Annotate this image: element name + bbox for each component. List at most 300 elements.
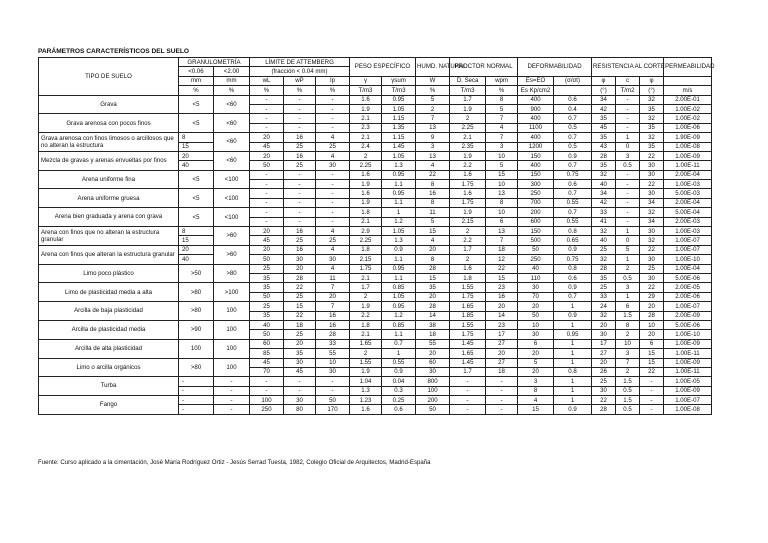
granulometry-006: >80	[179, 283, 214, 302]
header-r2-cell: Es=EO	[518, 76, 554, 85]
table-cell: -	[616, 104, 640, 113]
table-cell: -	[486, 396, 518, 405]
table-cell: 0.95	[382, 302, 416, 311]
table-cell: 1.55	[450, 320, 486, 329]
table-cell: 2.15	[350, 255, 382, 264]
table-cell: 35	[592, 273, 616, 282]
table-cell: 600	[518, 217, 554, 226]
table-cell: 32	[592, 311, 616, 320]
table-cell: 1.00E-09	[664, 339, 712, 348]
table-cell: -	[284, 180, 316, 189]
table-cell: 25	[250, 302, 284, 311]
table-cell: 2.1	[350, 133, 382, 142]
header-r3-cell	[554, 86, 592, 95]
table-cell: 1.00E-02	[664, 114, 712, 123]
table-cell: 1.15	[382, 133, 416, 142]
soil-type-name: Limo de plasticidad media a alta	[39, 283, 179, 302]
table-cell: 100	[250, 396, 284, 405]
table-cell: 0.55	[554, 198, 592, 207]
table-cell: 1.00E-07	[664, 302, 712, 311]
table-cell: 35	[592, 114, 616, 123]
table-cell: 20	[518, 367, 554, 376]
table-cell: 400	[518, 133, 554, 142]
header-r3-cell: T/m3	[450, 86, 486, 95]
table-cell: 110	[518, 273, 554, 282]
table-cell: -	[250, 123, 284, 132]
granulometry-200: <60	[214, 95, 250, 114]
table-cell: 22	[640, 151, 664, 160]
table-cell: 1.15	[382, 114, 416, 123]
table-cell: -	[316, 377, 350, 386]
table-cell: 30	[640, 273, 664, 282]
table-cell: 1.55	[350, 358, 382, 367]
table-cell: 55	[316, 349, 350, 358]
table-cell: 7	[616, 358, 640, 367]
table-cell: 1.75	[450, 198, 486, 207]
table-cell: 14	[486, 311, 518, 320]
granulometry-200: 100	[214, 302, 250, 321]
table-cell: 1.1	[382, 198, 416, 207]
table-cell: 1.45	[382, 142, 416, 151]
table-cell: 0.9	[554, 405, 592, 414]
table-cell: -	[616, 208, 640, 217]
table-cell: 4	[316, 133, 350, 142]
table-cell: -	[284, 217, 316, 226]
table-cell: 1.85	[450, 311, 486, 320]
table-cell: 1.1	[382, 330, 416, 339]
table-cell: 1.75	[450, 180, 486, 189]
table-row	[39, 95, 712, 104]
table-cell: 0	[616, 142, 640, 151]
granulometry-006: 40	[179, 255, 214, 264]
table-cell: 1	[554, 302, 592, 311]
table-cell: 6	[518, 339, 554, 348]
header-r3-cell: %	[179, 86, 214, 95]
table-cell: 1.9	[350, 302, 382, 311]
table-cell: 10	[486, 151, 518, 160]
table-cell: 1	[382, 349, 416, 358]
table-cell: 45	[250, 142, 284, 151]
table-cell: 20	[592, 358, 616, 367]
table-cell: 30	[592, 330, 616, 339]
table-cell: 50	[250, 255, 284, 264]
header-r3-cell: T/m3	[382, 86, 416, 95]
granulometry-006: <5	[179, 95, 214, 114]
table-cell: 1.00E-10	[664, 330, 712, 339]
table-cell: -	[284, 198, 316, 207]
table-cell: 18	[486, 245, 518, 254]
table-cell: 1.04	[350, 377, 382, 386]
table-cell: 0.85	[382, 320, 416, 329]
table-cell: 0.55	[382, 358, 416, 367]
table-cell: 1.00E-08	[664, 142, 712, 151]
table-cell: 170	[316, 405, 350, 414]
table-cell: 26	[592, 367, 616, 376]
table-cell: 20	[250, 151, 284, 160]
table-cell: -	[616, 180, 640, 189]
table-cell: 300	[518, 180, 554, 189]
table-cell: 1	[554, 386, 592, 395]
table-cell: -	[284, 208, 316, 217]
table-cell: 5.00E-03	[664, 189, 712, 198]
header-r3-cell: m/s	[664, 86, 712, 95]
table-cell: 1.05	[382, 151, 416, 160]
table-cell: -	[250, 104, 284, 113]
table-cell: 0.8	[554, 264, 592, 273]
table-cell: 250	[250, 405, 284, 414]
table-cell: 1.00E-03	[664, 227, 712, 236]
table-cell: 16	[284, 151, 316, 160]
table-cell: 1.00E-11	[664, 349, 712, 358]
table-cell: 400	[518, 114, 554, 123]
soil-type-name: Arena bien graduada y arena con grava	[39, 208, 179, 227]
table-row	[39, 264, 712, 273]
table-cell: 23	[486, 283, 518, 292]
table-cell: 20	[518, 302, 554, 311]
granulometry-006: <5	[179, 114, 214, 133]
table-cell: 0.6	[554, 95, 592, 104]
table-cell: 16	[316, 320, 350, 329]
table-cell: 42	[592, 198, 616, 207]
table-cell: 16	[284, 227, 316, 236]
table-cell: 2	[350, 151, 382, 160]
table-cell: -	[316, 386, 350, 395]
table-cell: 2	[450, 114, 486, 123]
header-resistencia: RESISTENCIA AL CORTE	[592, 58, 664, 77]
table-cell: 1	[616, 255, 640, 264]
table-cell: 1.00E-09	[664, 151, 712, 160]
table-cell: 7	[416, 114, 450, 123]
table-cell: 33	[592, 292, 616, 301]
header-granulometria-006: <0.06	[179, 67, 214, 76]
table-cell: 25	[640, 264, 664, 273]
table-cell: 0.5	[616, 273, 640, 282]
table-cell: 8	[416, 255, 450, 264]
table-cell: 27	[486, 339, 518, 348]
table-cell: 1.00E-04	[664, 264, 712, 273]
table-cell: 1.35	[382, 123, 416, 132]
table-cell: 22	[640, 367, 664, 376]
table-cell: 4	[316, 245, 350, 254]
table-row	[39, 302, 712, 311]
table-cell: 0.5	[616, 161, 640, 170]
table-cell: 4	[486, 123, 518, 132]
table-cell: 1.1	[382, 180, 416, 189]
soil-type-name: Limo o arcilla orgánicos	[39, 358, 179, 377]
table-cell: 0.5	[554, 123, 592, 132]
soil-type-name: Arena uniforme gruesa	[39, 189, 179, 208]
table-cell: 25	[284, 236, 316, 245]
table-cell: 0.7	[554, 133, 592, 142]
table-cell: 20	[250, 227, 284, 236]
granulometry-006: >50	[179, 264, 214, 283]
table-cell: 700	[518, 198, 554, 207]
table-cell: 7	[486, 236, 518, 245]
table-cell: 45	[284, 367, 316, 376]
granulometry-006: >90	[179, 320, 214, 339]
table-cell: 1	[616, 133, 640, 142]
table-cell: 20	[416, 349, 450, 358]
table-cell: 40	[518, 264, 554, 273]
table-row	[39, 377, 712, 386]
table-cell: 16	[486, 292, 518, 301]
header-r2-cell: mm	[179, 76, 214, 85]
table-cell: 5	[416, 217, 450, 226]
header-r3-cell: %	[250, 86, 284, 95]
header-r2-cell: γ	[350, 76, 382, 85]
table-cell: 1.75	[350, 264, 382, 273]
table-cell: -	[616, 198, 640, 207]
header-r3-cell: (°)	[640, 86, 664, 95]
table-cell: -	[316, 208, 350, 217]
table-cell: 35	[250, 311, 284, 320]
table-cell: 13	[416, 151, 450, 160]
granulometry-200: >80	[214, 264, 250, 283]
header-r2-cell: c	[616, 76, 640, 85]
table-cell: 4	[518, 396, 554, 405]
header-r3-cell: (°)	[592, 86, 616, 95]
table-cell: 1.23	[350, 396, 382, 405]
granulometry-006: -	[179, 405, 214, 414]
table-cell: 1.00E-07	[664, 236, 712, 245]
table-cell: 25	[284, 292, 316, 301]
table-cell: 1.9	[450, 208, 486, 217]
table-cell: 40	[592, 236, 616, 245]
granulometry-200: <100	[214, 189, 250, 208]
table-header	[39, 58, 715, 96]
table-cell: 8	[416, 180, 450, 189]
table-cell: 2	[450, 255, 486, 264]
table-cell: 20	[486, 349, 518, 358]
table-cell: 1.7	[450, 245, 486, 254]
table-cell: 1.65	[350, 339, 382, 348]
table-cell: 16	[316, 311, 350, 320]
table-cell: 0.8	[554, 367, 592, 376]
table-cell: 13	[486, 227, 518, 236]
table-cell: 1.5	[616, 311, 640, 320]
table-cell: 0.75	[554, 170, 592, 179]
table-cell: 2.1	[350, 330, 382, 339]
table-cell: 30	[518, 330, 554, 339]
table-cell: -	[250, 208, 284, 217]
table-cell: 2.25	[350, 236, 382, 245]
table-cell: -	[250, 189, 284, 198]
table-cell: 2.00E-04	[664, 170, 712, 179]
table-cell: 250	[518, 189, 554, 198]
table-cell: 15	[416, 273, 450, 282]
table-cell: 0.9	[554, 151, 592, 160]
table-cell: 0.9	[554, 283, 592, 292]
table-cell: 0.6	[554, 180, 592, 189]
table-cell: 22	[640, 180, 664, 189]
header-r3-cell: %	[486, 86, 518, 95]
table-cell: 2.1	[350, 273, 382, 282]
granulometry-006: 15	[179, 142, 214, 151]
table-cell: 0.7	[554, 161, 592, 170]
table-cell: 20	[416, 292, 450, 301]
table-cell: 30	[518, 283, 554, 292]
table-cell: 0.55	[554, 217, 592, 226]
table-cell: -	[486, 405, 518, 414]
table-cell: 3	[616, 151, 640, 160]
table-cell: 1.9	[350, 198, 382, 207]
table-row	[39, 339, 712, 348]
table-cell: 8	[518, 386, 554, 395]
table-cell: 8	[486, 95, 518, 104]
table-cell: 45	[250, 236, 284, 245]
granulometry-200: <60	[214, 133, 250, 152]
granulometry-200: <60	[214, 114, 250, 133]
granulometry-200: -	[214, 386, 250, 395]
table-cell: 5	[486, 161, 518, 170]
source-note: Fuente: Curso aplicado a la cimentación, José María Rodríguez Ortiz - Jesús Serrad Tuesta, 1982, Colegio Oficial de Arquitectos, Madrid-España	[38, 459, 431, 466]
table-cell: 11	[316, 273, 350, 282]
table-cell: 0.6	[554, 273, 592, 282]
table-cell: 0.95	[382, 95, 416, 104]
table-cell: 40	[250, 320, 284, 329]
table-cell: 1200	[518, 142, 554, 151]
table-cell: 70	[250, 367, 284, 376]
header-r2-cell: wL	[250, 76, 284, 85]
header-r2-cell: φ	[592, 76, 616, 85]
table-cell: 150	[518, 227, 554, 236]
granulometry-200: <100	[214, 208, 250, 227]
granulometry-006: 8	[179, 227, 214, 236]
table-cell: 1.2	[382, 217, 416, 226]
table-cell: 5.00E-06	[664, 320, 712, 329]
table-cell: 1.6	[350, 170, 382, 179]
header-proctor: PROCTOR NORMAL	[450, 58, 518, 77]
table-cell: 1.45	[450, 358, 486, 367]
table-cell: 2.1	[350, 217, 382, 226]
table-cell: 1.00E-09	[664, 358, 712, 367]
table-cell: 28	[316, 330, 350, 339]
table-cell: 45	[592, 123, 616, 132]
table-cell: 5	[416, 95, 450, 104]
table-cell: -	[250, 217, 284, 226]
table-cell: 1.9	[350, 180, 382, 189]
table-cell: 13	[416, 123, 450, 132]
page-title: PARÁMETROS CARACTERÍSTICOS DEL SUELO	[38, 48, 190, 55]
table-row	[39, 170, 712, 179]
header-r2-cell: φ	[640, 76, 664, 85]
table-cell: 50	[518, 311, 554, 320]
table-cell: 0.04	[382, 377, 416, 386]
table-cell: 16	[416, 189, 450, 198]
table-cell: 50	[518, 245, 554, 254]
table-cell: 50	[316, 396, 350, 405]
table-cell: 1.7	[350, 283, 382, 292]
table-cell: 20	[284, 339, 316, 348]
table-cell: -	[250, 114, 284, 123]
table-cell: 1	[554, 377, 592, 386]
granulometry-200: -	[214, 396, 250, 405]
table-cell: 16	[284, 133, 316, 142]
table-cell: 20	[640, 302, 664, 311]
table-cell: 4	[316, 264, 350, 273]
granulometry-006: >80	[179, 358, 214, 377]
soil-type-name: Fango	[39, 396, 179, 415]
soil-type-name: Grava arenosa con pocos finos	[39, 114, 179, 133]
table-cell: 15	[640, 349, 664, 358]
table-cell: 8	[616, 320, 640, 329]
granulometry-200: 100	[214, 320, 250, 339]
table-cell: 500	[518, 236, 554, 245]
table-row	[39, 114, 712, 123]
header-granulometria: GRANULOMETRÍA	[179, 58, 250, 67]
table-cell: 10	[640, 320, 664, 329]
table-cell: 15	[518, 405, 554, 414]
table-cell: -	[450, 405, 486, 414]
header-r3-cell: %	[316, 86, 350, 95]
granulometry-006: <5	[179, 189, 214, 208]
table-cell: 25	[592, 377, 616, 386]
header-peso-especifico: PESO ESPECÍFICO	[350, 58, 416, 77]
table-cell: 22	[640, 283, 664, 292]
table-cell: 10	[616, 339, 640, 348]
header-deformabilidad: DEFORMABILIDAD	[518, 58, 592, 77]
table-row	[39, 396, 712, 405]
table-cell: -	[284, 386, 316, 395]
table-cell: 32	[640, 114, 664, 123]
table-cell: 2.00E-05	[664, 283, 712, 292]
table-cell: 35	[592, 161, 616, 170]
table-cell: 1.1	[382, 255, 416, 264]
table-cell: 6	[640, 339, 664, 348]
table-cell: -	[316, 198, 350, 207]
table-cell: -	[450, 377, 486, 386]
header-r3-cell: %	[214, 86, 250, 95]
table-cell: 2.00E-04	[664, 198, 712, 207]
granulometry-200: -	[214, 405, 250, 414]
table-cell: 20	[592, 320, 616, 329]
table-cell: 5	[616, 245, 640, 254]
table-cell: -	[616, 123, 640, 132]
table-cell: -	[250, 180, 284, 189]
header-r3-cell: T/m2	[616, 86, 640, 95]
table-cell: 16	[284, 245, 316, 254]
table-cell: -	[640, 405, 664, 414]
table-cell: 35	[416, 283, 450, 292]
table-cell: 80	[284, 405, 316, 414]
table-cell: 1	[554, 396, 592, 405]
table-cell: 22	[284, 283, 316, 292]
table-cell: 1.00E-11	[664, 367, 712, 376]
table-cell: 1.3	[382, 161, 416, 170]
table-cell: 900	[518, 104, 554, 113]
table-cell: 0.4	[554, 104, 592, 113]
table-cell: 33	[316, 339, 350, 348]
granulometry-006: -	[179, 386, 214, 395]
table-cell: 24	[592, 302, 616, 311]
table-cell: 3	[616, 283, 640, 292]
table-cell: 5.00E-06	[664, 273, 712, 282]
table-cell: 32	[640, 95, 664, 104]
table-cell: 1.9	[350, 367, 382, 376]
table-cell: 100	[416, 386, 450, 395]
table-cell: -	[284, 95, 316, 104]
table-cell: 23	[486, 320, 518, 329]
table-cell: 1.00E-07	[664, 396, 712, 405]
table-row	[39, 245, 712, 254]
table-cell: 2	[616, 367, 640, 376]
granulometry-006: 15	[179, 236, 214, 245]
table-cell: 0.7	[554, 208, 592, 217]
header-permeabilidad: PERMEABILIDAD	[664, 58, 712, 77]
granulometry-006: 40	[179, 161, 214, 170]
table-cell: -	[284, 114, 316, 123]
table-cell: 0.6	[382, 405, 416, 414]
